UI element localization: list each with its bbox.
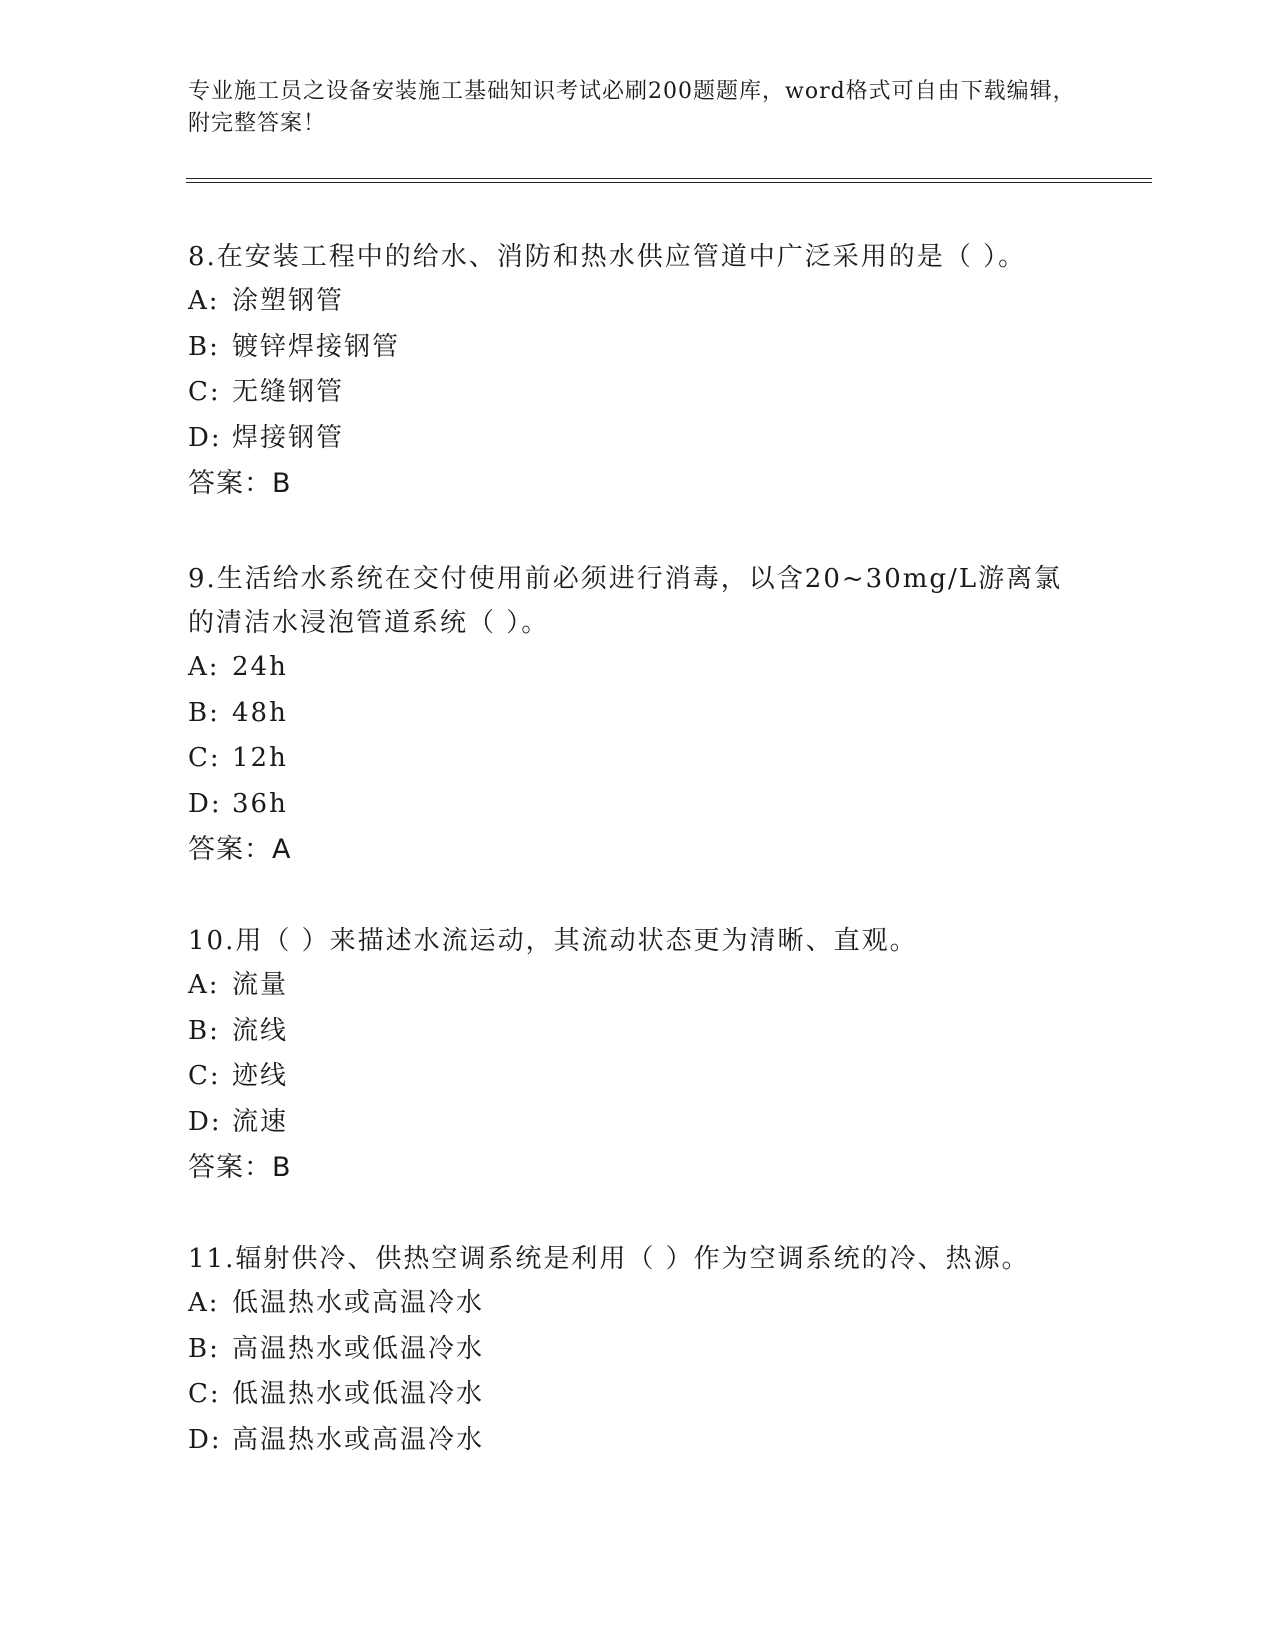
- option-c: [188, 370, 1088, 416]
- option-letter: D:: [188, 1424, 222, 1455]
- option-letter: C:: [188, 1379, 221, 1409]
- option-letter: D:: [188, 1106, 222, 1137]
- option-a: [188, 1281, 1088, 1327]
- option-b: [188, 325, 1088, 371]
- option-text: 镀锌焊接钢管: [232, 331, 401, 362]
- option-text: 36h: [232, 788, 288, 819]
- option-letter: A:: [188, 970, 220, 1000]
- option-b: [188, 691, 1088, 737]
- option-text: 无缝钢管: [232, 377, 345, 407]
- option-d: [188, 1418, 1088, 1464]
- option-letter: D:: [188, 788, 222, 819]
- option-letter: A:: [188, 1288, 220, 1318]
- question-text: 9.生活给水系统在交付使用前必须进行消毒，以含20~30mg/L游离氯的清洁水浸泡管道系统（ ）。: [188, 564, 1063, 638]
- option-letter: A:: [188, 286, 220, 316]
- header-divider-bottom: [186, 182, 1152, 183]
- option-text: 涂塑钢管: [232, 286, 345, 316]
- question-9: [188, 557, 1088, 872]
- option-a: [188, 963, 1088, 1009]
- option-d: [188, 416, 1088, 462]
- option-letter: B:: [188, 1015, 220, 1046]
- document-header: [188, 76, 1088, 140]
- option-text: 低温热水或低温冷水: [232, 1379, 485, 1409]
- option-letter: C:: [188, 377, 221, 407]
- answer-line: 答案：A: [188, 834, 292, 865]
- option-text: 12h: [232, 743, 288, 773]
- option-letter: B:: [188, 331, 220, 362]
- option-letter: D:: [188, 422, 222, 453]
- option-text: 流速: [232, 1106, 289, 1137]
- option-c: [188, 1372, 1088, 1418]
- question-11: [188, 1237, 1088, 1463]
- header-divider-top: [186, 178, 1152, 179]
- option-d: [188, 782, 1088, 828]
- option-text: 低温热水或高温冷水: [232, 1288, 485, 1318]
- option-c: [188, 1054, 1088, 1100]
- question-8: [188, 235, 1088, 506]
- document-title: 专业施工员之设备安装施工基础知识考试必刷200题题库，word格式可自由下载编辑，附完整答案！: [188, 79, 1076, 136]
- option-letter: C:: [188, 1061, 221, 1091]
- option-b: [188, 1327, 1088, 1373]
- option-text: 24h: [232, 652, 288, 682]
- option-d: [188, 1100, 1088, 1146]
- option-text: 迹线: [232, 1061, 289, 1091]
- option-c: [188, 736, 1088, 782]
- option-text: 流量: [232, 970, 289, 1000]
- option-a: [188, 279, 1088, 325]
- option-text: 高温热水或高温冷水: [232, 1424, 485, 1455]
- option-letter: A:: [188, 652, 220, 682]
- question-text: 8.在安装工程中的给水、消防和热水供应管道中广泛采用的是（ ）。: [188, 242, 1027, 272]
- option-letter: B:: [188, 1333, 220, 1364]
- answer-line: 答案：B: [188, 1152, 292, 1183]
- answer-line: 答案：B: [188, 468, 292, 499]
- option-letter: B:: [188, 697, 220, 728]
- option-b: [188, 1009, 1088, 1055]
- option-text: 流线: [232, 1015, 289, 1046]
- question-text: 11.辐射供冷、供热空调系统是利用（ ）作为空调系统的冷、热源。: [188, 1244, 1030, 1274]
- option-a: [188, 645, 1088, 691]
- option-letter: C:: [188, 743, 221, 773]
- question-text: 10.用（ ）来描述水流运动，其流动状态更为清晰、直观。: [188, 926, 918, 956]
- option-text: 焊接钢管: [232, 422, 345, 453]
- option-text: 高温热水或低温冷水: [232, 1333, 485, 1364]
- question-10: [188, 919, 1088, 1190]
- option-text: 48h: [232, 697, 288, 728]
